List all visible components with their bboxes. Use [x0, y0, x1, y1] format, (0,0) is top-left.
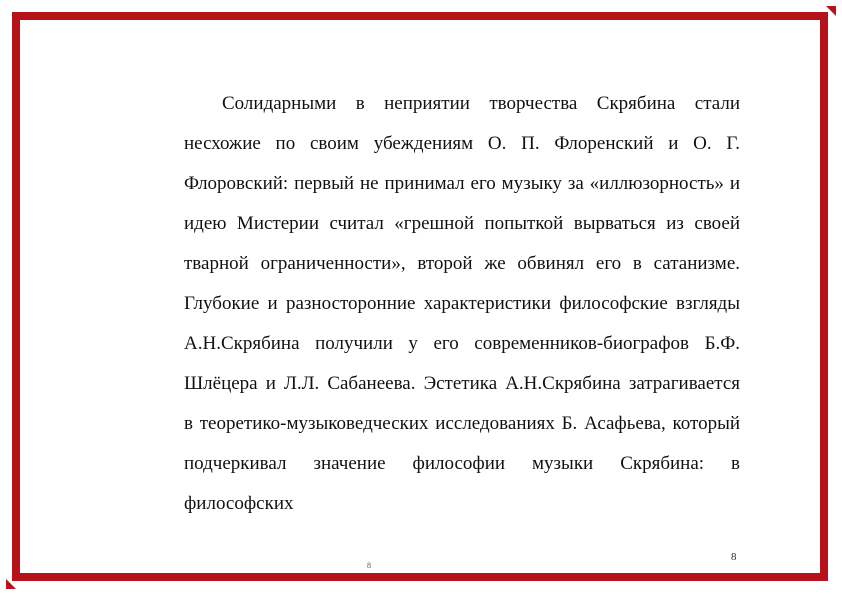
page-number: 8: [731, 551, 737, 563]
body-paragraph: Солидарными в неприятии творчества Скрябина стали несхожие по своим убеждениям О. П. Флоренский и О. Г. Флоровский: первый не принимал его музыку за «иллюзорность» и идею Мистерии считал «грешной попыткой вырваться из своей тварной ограниченности», второй же обвинял его в сатанизме. Глубокие и разносторонние характеристики философские взгляды А.Н.Скрябина получили у его современников-биографов Б.Ф. Шлёцера и Л.Л. Сабанеева. Эстетика А.Н.Скрябина затрагивается в теоретико-музыковедческих исследованиях Б. Асафьева, который подчеркивал значение философии музыки Скрябина: в философских: [184, 93, 740, 514]
frame-corner-bottom-left: [6, 579, 16, 589]
page-number-small: 8: [367, 561, 371, 570]
frame-corner-top-right: [826, 6, 836, 16]
